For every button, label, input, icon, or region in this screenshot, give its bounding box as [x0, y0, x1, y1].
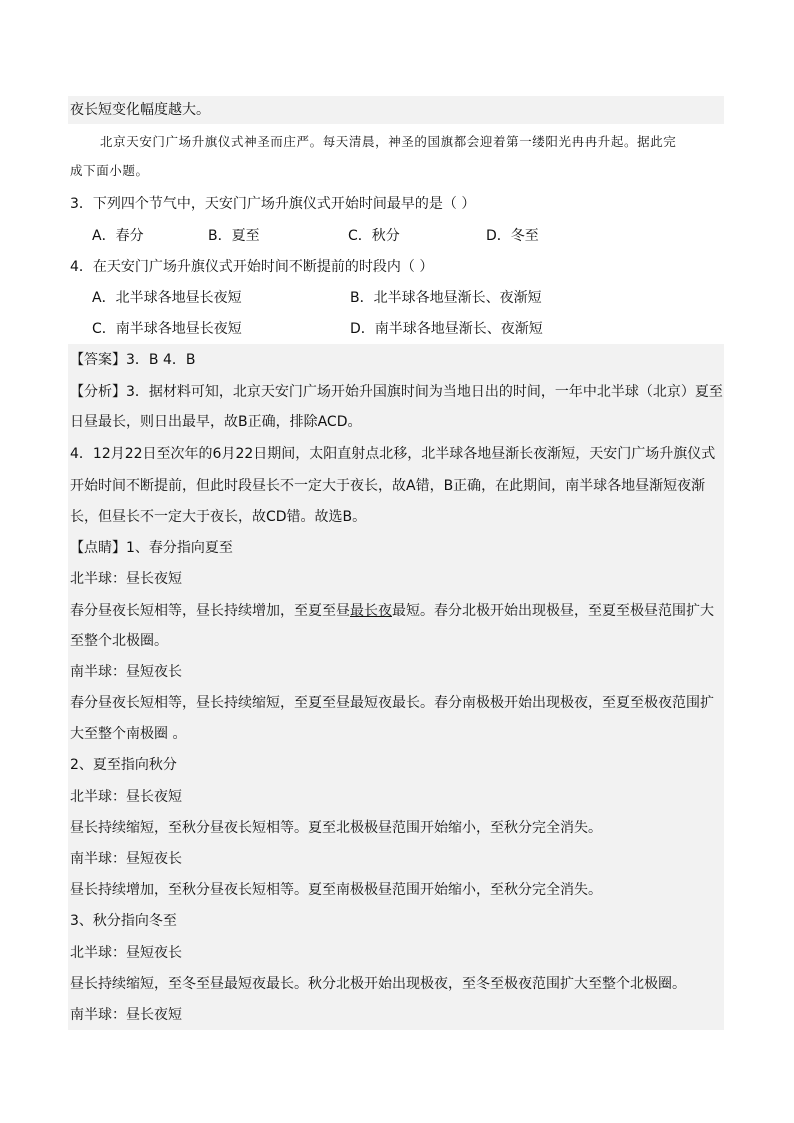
text-line: 昼长持续缩短，至冬至昼最短夜最长。秋分北极开始出现极夜，至冬至极夜范围扩大至整个北极圈。 [70, 976, 686, 992]
option-4b: B．北半球各地昼渐长、夜渐短 [350, 290, 542, 306]
question-4: 4．在天安门广场升旗仪式开始时间不断提前的时段内（ ） [70, 259, 434, 275]
underlined-text: 最长夜 [350, 603, 392, 619]
text-line [70, 601, 714, 621]
text-line: 夜长短变化幅度越大。 [70, 102, 210, 118]
text-line: 昼长持续缩短，至秋分昼夜长短相等。夏至北极极昼范围开始缩小，至秋分完全消失。 [70, 820, 602, 836]
text-line: 南半球：昼短夜长 [70, 664, 182, 680]
material-line: 北京天安门广场升旗仪式神圣而庄严。每天清晨，神圣的国旗都会迎着第一缕阳光冉冉升起。据此完 [100, 134, 677, 149]
text-line: 昼长持续增加，至秋分昼夜长短相等。夏至南极极昼范围开始缩小，至秋分完全消失。 [70, 882, 602, 898]
analysis-line: 日昼最长，则日出最早，故B正确，排除ACD。 [70, 414, 362, 430]
text-line: 北半球：昼短夜长 [70, 945, 182, 961]
analysis-line: 开始时间不断提前，但此时段昼长不一定大于夜长，故A错，B正确，在此期间，南半球各地昼渐短夜渐 [70, 478, 706, 494]
text-line: 春分昼夜长短相等，昼长持续缩短，至夏至昼最短夜最长。春分南极极开始出现极夜，至夏至极夜范围扩 [70, 695, 714, 711]
text-line: 北半球：昼长夜短 [70, 571, 182, 587]
text-line: 北半球：昼长夜短 [70, 789, 182, 805]
question-3: 3．下列四个节气中，天安门广场升旗仪式开始时间最早的是（ ） [70, 196, 476, 212]
tips-heading: 【点睛】1、春分指向夏至 [70, 540, 233, 556]
text-span: 春分昼夜长短相等，昼长持续增加，至夏至昼 [70, 603, 350, 619]
option-3d: D．冬至 [486, 228, 539, 244]
analysis-line: 4．12月22日至次年的6月22日期间，太阳直射点北移，北半球各地昼渐长夜渐短，天安门广场升旗仪式 [70, 446, 716, 462]
option-4a: A．北半球各地昼长夜短 [92, 290, 242, 306]
text-line: 南半球：昼长夜短 [70, 1007, 182, 1023]
answer-line: 【答案】3．B 4．B [70, 352, 196, 368]
text-line: 至整个北极圈。 [70, 633, 168, 649]
section-heading: 2、夏至指向秋分 [70, 757, 177, 773]
analysis-line: 长，但昼长不一定大于夜长，故CD错。故选B。 [70, 509, 367, 525]
text-span: 最短。春分北极开始出现极昼，至夏至极昼范围扩大 [392, 603, 714, 619]
analysis-line: 【分析】3．据材料可知，北京天安门广场开始升国旗时间为当地日出的时间，一年中北半球（北京）夏至 [70, 384, 723, 400]
option-4d: D．南半球各地昼渐长、夜渐短 [350, 321, 543, 337]
option-3a: A．春分 [92, 228, 144, 244]
text-line: 大至整个南极圈 。 [70, 726, 187, 742]
option-3c: C．秋分 [348, 228, 400, 244]
option-3b: B．夏至 [208, 228, 260, 244]
text-line: 南半球：昼短夜长 [70, 851, 182, 867]
material-line: 成下面小题。 [70, 163, 149, 178]
section-heading: 3、秋分指向冬至 [70, 913, 177, 929]
option-4c: C．南半球各地昼长夜短 [92, 321, 242, 337]
